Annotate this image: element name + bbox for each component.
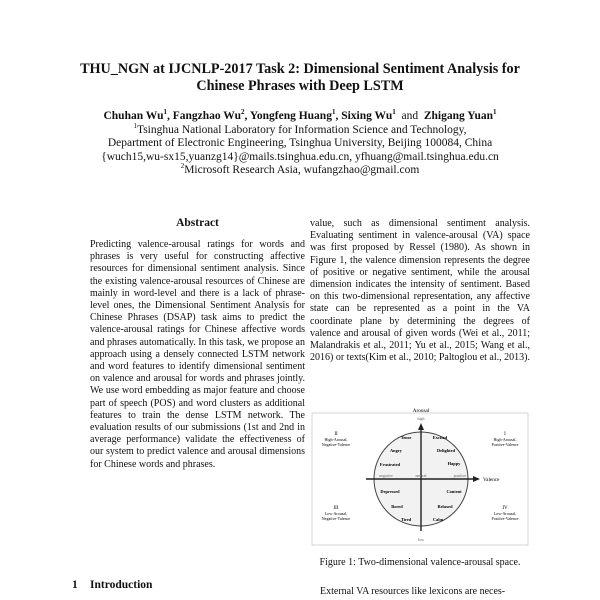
- emails: {wuch15,wu-sx15,yuanzg14}@mails.tsinghua.edu.cn, yfhuang@mail.tsinghua.edu.cn: [101, 150, 499, 163]
- affiliation-1: [40, 121, 560, 138]
- author-1-sup: 1: [163, 108, 167, 117]
- affiliation-1-line-2: Department of Electronic Engineering, Tsinghua University, Beijing 100084, China: [107, 137, 493, 149]
- word-delighted: Delighted: [436, 448, 456, 453]
- q3-line2: Negative-Valence: [321, 516, 351, 521]
- q1-line1: High-Arousal,: [493, 437, 517, 442]
- author-names: Chuhan Wu$^1$, Fangzhao Wu$^2$, Yongfeng Huang$^1$, Sixing Wu$^1$ and Zhigang Yuan$^1$: [103, 108, 497, 122]
- author-2: Fangzhao Wu: [172, 110, 241, 122]
- section-number: 1: [72, 579, 78, 591]
- affiliation-2: [40, 164, 560, 178]
- aff2-sup: 2: [180, 162, 185, 171]
- neutral-label: neutral: [415, 473, 427, 478]
- word-happy: Happy: [447, 461, 461, 466]
- word-calm: Calm: [432, 517, 444, 522]
- abstract-text: Predicting valence-arousal ratings for words and phrases is very useful for constructing affective resources for dimensional sentiment analysis. Since the existing valence-arousal resources of Chinese are mainly in word-level and there is a lack of phrase-level ones, the Dimensional Sentiment Analysis for Chinese Phrases (DSAP) task aims to predict the valence-arousal ratings for Chinese affective words and phrases automatically. In this task, we propose an approach using a densely connected LSTM network and word features to identify dimensional sentiment on valence and arousal for words and phrases jointly. We use word embedding as major feature and choose part of speech (POS) and word clusters as additional features to train the dense LSTM network. The evaluation results of our submissions (1st and 2nd in average performance) validate the effectiveness of our system to predict valence and arousal dimensions for Chinese words and phrases.: [90, 239, 305, 470]
- q4-line2: Positive-Valence: [491, 516, 519, 521]
- right-column-continuation: External VA resources like lexicons are neces-: [320, 586, 506, 597]
- word-relaxed: Relaxed: [437, 504, 453, 509]
- q4-number: IV: [502, 506, 508, 511]
- valence-arrow: [473, 476, 480, 482]
- section-title: Introduction: [90, 579, 153, 591]
- arousal-arrow: [418, 423, 424, 430]
- word-tired: Tired: [400, 517, 412, 522]
- valence-label: Valence: [483, 477, 500, 483]
- title-line-2: Chinese Phrases with Deep LSTM: [196, 78, 404, 94]
- word-tense: Tense: [400, 435, 412, 440]
- word-frustrated: Frustrated: [379, 462, 401, 467]
- q2-line2: Negative-Valence: [321, 442, 351, 447]
- q1-number: I: [504, 432, 506, 437]
- high-label: high: [417, 416, 425, 421]
- paper-title: [40, 61, 560, 95]
- q2-number: II: [334, 432, 338, 437]
- word-excited: Excited: [432, 435, 448, 440]
- title-line-1: THU_NGN at IJCNLP-2017 Task 2: Dimensional Sentiment Analysis for: [80, 61, 520, 77]
- author-block: [40, 110, 560, 178]
- author-2-sup: 2: [241, 108, 245, 117]
- q2-line1: High-Arousal,: [324, 437, 348, 442]
- aff1-line1: Tsinghua National Laboratory for Information Science and Technology,: [136, 123, 467, 136]
- q4-line1: Low-Arousal,: [493, 511, 517, 516]
- author-1: Chuhan Wu: [103, 110, 164, 122]
- positive-label: positive: [453, 473, 467, 478]
- word-bored: Bored: [391, 504, 403, 509]
- author-3-sup: 1: [331, 108, 336, 117]
- negative-label: negative: [379, 473, 393, 478]
- word-angry: Angry: [390, 448, 402, 453]
- word-depressed: Depressed: [380, 489, 400, 494]
- author-4: Sixing Wu: [341, 110, 393, 122]
- q3-line1: Low-Arousal,: [324, 511, 348, 516]
- low-label: low: [418, 537, 424, 542]
- abstract-heading: Abstract: [176, 217, 219, 229]
- author-5: Zhigang Yuan: [423, 110, 494, 122]
- arousal-label: Arousal: [412, 408, 430, 414]
- section-heading-introduction: [72, 579, 152, 591]
- figure-caption: Figure 1: Two-dimensional valence-arousal space.: [319, 557, 521, 568]
- author-5-sup: 1: [493, 108, 497, 117]
- aff2-line: Microsoft Research Asia, wufangzhao@gmail.com: [184, 164, 420, 176]
- author-4-sup: 1: [392, 108, 396, 117]
- q1-line2: Positive-Valence: [491, 442, 519, 447]
- va-space-figure: [310, 405, 530, 550]
- author-3: Yongfeng Huang: [249, 110, 332, 122]
- q3-number: III: [333, 506, 339, 511]
- aff1-sup: 1: [133, 121, 137, 130]
- word-content: Content: [446, 489, 462, 494]
- right-column-text: value, such as dimensional sentiment analysis. Evaluating sentiment in valence-arousal (VA) space was first proposed by Ressel (1980). As shown in Figure 1, the valence dimension represents the degree of positive or negative sentiment, while the arousal dimension indicates the intensity of sentiment. Based on this two-dimensional representation, any affective state can be represented as a point in the VA coordinate plane by determining the degrees of valence and arousal of given words (Wei et al., 2011; Malandrakis et al., 2011; Yu et al., 2015; Wang et al., 2016) or texts(Kim et al., 2010; Paltoglou et al., 2013).: [310, 218, 530, 364]
- author-and: and: [401, 110, 419, 122]
